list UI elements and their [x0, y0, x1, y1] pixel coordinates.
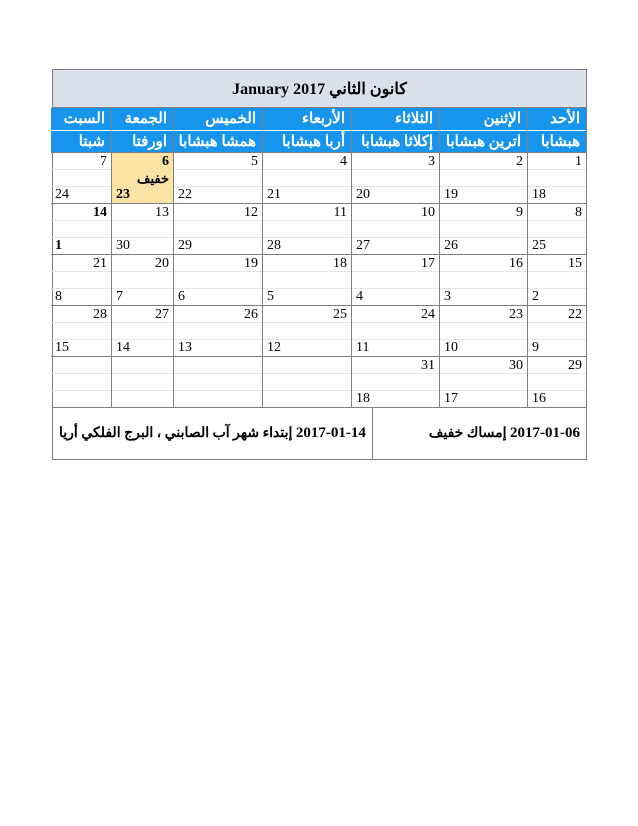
day-cell: [439, 203, 527, 254]
day-cell: [51, 254, 111, 305]
gregorian-day-number: 19: [244, 256, 258, 271]
day-cell: [351, 152, 439, 203]
day-cell: [527, 152, 586, 203]
mandaic-day-number: 10: [444, 340, 458, 355]
gregorian-day-number: 27: [155, 307, 169, 322]
mandaic-day-number: 8: [55, 289, 62, 304]
gregorian-day-number: 11: [333, 205, 347, 220]
gregorian-day-number: 17: [421, 256, 435, 271]
mandaic-day-number: 21: [267, 187, 281, 202]
mandaic-day-number: 27: [356, 238, 370, 253]
weekday-header: الأحد: [527, 108, 586, 130]
weekday-header: الأربعاء: [262, 108, 351, 130]
gregorian-day-number: 10: [421, 205, 435, 220]
day-cell: [439, 152, 527, 203]
mandaic-day-number: 2: [532, 289, 539, 304]
footer-note-fast-date: 2017-01-06: [510, 425, 580, 441]
day-cell: [173, 356, 262, 407]
footer-note-fast-text: إمساك خفيف: [428, 426, 507, 441]
day-cell: [262, 254, 351, 305]
gregorian-day-number: 24: [421, 307, 435, 322]
footer-note-fast: [372, 408, 586, 459]
mandaic-day-number: 17: [444, 391, 458, 406]
mandaic-day-number: 6: [178, 289, 185, 304]
gregorian-day-number: 2: [516, 154, 523, 169]
weekday-mandaic-header: أربا هبشابا: [262, 130, 351, 152]
weekday-mandaic-header: همشا هبشابا: [173, 130, 262, 152]
day-cell: [111, 305, 173, 356]
calendar-footer: [53, 407, 586, 459]
day-cell: [351, 305, 439, 356]
gregorian-day-number: 14: [93, 205, 107, 220]
weekday-mandaic-header: إكلاثا هبشابا: [351, 130, 439, 152]
mandaic-day-number: 19: [444, 187, 458, 202]
mandaic-day-number: 24: [55, 187, 69, 202]
gregorian-day-number: 9: [516, 205, 523, 220]
mandaic-day-number: 18: [356, 391, 370, 406]
day-cell: [527, 356, 586, 407]
day-cell: [439, 305, 527, 356]
weekday-header: الإثنين: [439, 108, 527, 130]
weekday-mandaic-header: اترين هبشابا: [439, 130, 527, 152]
day-cell: [527, 254, 586, 305]
weekday-header: الجمعة: [111, 108, 173, 130]
mandaic-day-number: 3: [444, 289, 451, 304]
gregorian-day-number: 31: [421, 358, 435, 373]
day-cell: [351, 254, 439, 305]
gregorian-day-number: 25: [333, 307, 347, 322]
mandaic-day-number: 26: [444, 238, 458, 253]
day-cell: [51, 305, 111, 356]
gregorian-day-number: 6: [162, 154, 169, 169]
gregorian-day-number: 18: [333, 256, 347, 271]
weekday-header: السبت: [51, 108, 111, 130]
gregorian-day-number: 26: [244, 307, 258, 322]
gregorian-day-number: 16: [509, 256, 523, 271]
day-cell: [527, 305, 586, 356]
mandaic-day-number: 29: [178, 238, 192, 253]
mandaic-day-number: 23: [116, 187, 130, 202]
gregorian-day-number: 4: [340, 154, 347, 169]
gregorian-day-number: 15: [568, 256, 582, 271]
gregorian-day-number: 3: [428, 154, 435, 169]
gregorian-day-number: 8: [575, 205, 582, 220]
mandaic-day-number: 28: [267, 238, 281, 253]
mandaic-day-number: 15: [55, 340, 69, 355]
day-cell: [262, 203, 351, 254]
weekday-header: الثلاثاء: [351, 108, 439, 130]
day-cell: [111, 152, 173, 203]
weekday-mandaic-header: اورفتا: [111, 130, 173, 152]
footer-note-month-start-text: إبتداء شهر آب الصابني ، البرج الفلكي أريا: [59, 426, 293, 441]
gregorian-day-number: 29: [568, 358, 582, 373]
day-cell: [351, 356, 439, 407]
gregorian-day-number: 5: [251, 154, 258, 169]
gregorian-day-number: 20: [155, 256, 169, 271]
day-note: خفيف: [137, 171, 169, 186]
gregorian-day-number: 22: [568, 307, 582, 322]
gregorian-day-number: 12: [244, 205, 258, 220]
day-cell: [262, 152, 351, 203]
footer-note-month-start-date: 2017-01-14: [295, 425, 366, 441]
day-cell: [51, 203, 111, 254]
day-cell: [351, 203, 439, 254]
day-cell: [173, 305, 262, 356]
mandaic-day-number: 16: [532, 391, 546, 406]
day-cell: [111, 356, 173, 407]
mandaic-day-number: 14: [116, 340, 130, 355]
mandaic-day-number: 18: [532, 187, 546, 202]
gregorian-day-number: 1: [575, 154, 582, 169]
mandaic-day-number: 9: [532, 340, 539, 355]
day-cell: [439, 254, 527, 305]
weekday-header: الخميس: [173, 108, 262, 130]
day-cell: [173, 254, 262, 305]
day-cell: [51, 152, 111, 203]
calendar-title: كانون الثاني 2017 January: [53, 70, 586, 108]
day-cell: [51, 356, 111, 407]
mandaic-day-number: 22: [178, 187, 192, 202]
mandaic-day-number: 25: [532, 238, 546, 253]
weekday-mandaic-header: هبشابا: [527, 130, 586, 152]
day-cell: [262, 305, 351, 356]
mandaic-day-number: 1: [55, 238, 62, 253]
footer-note-month-start: [53, 408, 372, 459]
day-cell: [173, 152, 262, 203]
day-cell: [111, 254, 173, 305]
mandaic-day-number: 5: [267, 289, 274, 304]
day-cell: [173, 203, 262, 254]
day-cell: [439, 356, 527, 407]
gregorian-day-number: 28: [93, 307, 107, 322]
mandaic-day-number: 11: [356, 340, 370, 355]
gregorian-day-number: 7: [100, 154, 107, 169]
mandaic-day-number: 20: [356, 187, 370, 202]
calendar-table: [52, 69, 587, 460]
day-cell: [111, 203, 173, 254]
mandaic-day-number: 4: [356, 289, 363, 304]
gregorian-day-number: 21: [93, 256, 107, 271]
gregorian-day-number: 13: [155, 205, 169, 220]
gregorian-day-number: 23: [509, 307, 523, 322]
gregorian-day-number: 30: [509, 358, 523, 373]
day-cell: [527, 203, 586, 254]
mandaic-day-number: 13: [178, 340, 192, 355]
mandaic-day-number: 30: [116, 238, 130, 253]
day-cell: [262, 356, 351, 407]
mandaic-day-number: 7: [116, 289, 123, 304]
calendar-grid: [53, 108, 586, 407]
weekday-mandaic-header: شبتا: [51, 130, 111, 152]
mandaic-day-number: 12: [267, 340, 281, 355]
